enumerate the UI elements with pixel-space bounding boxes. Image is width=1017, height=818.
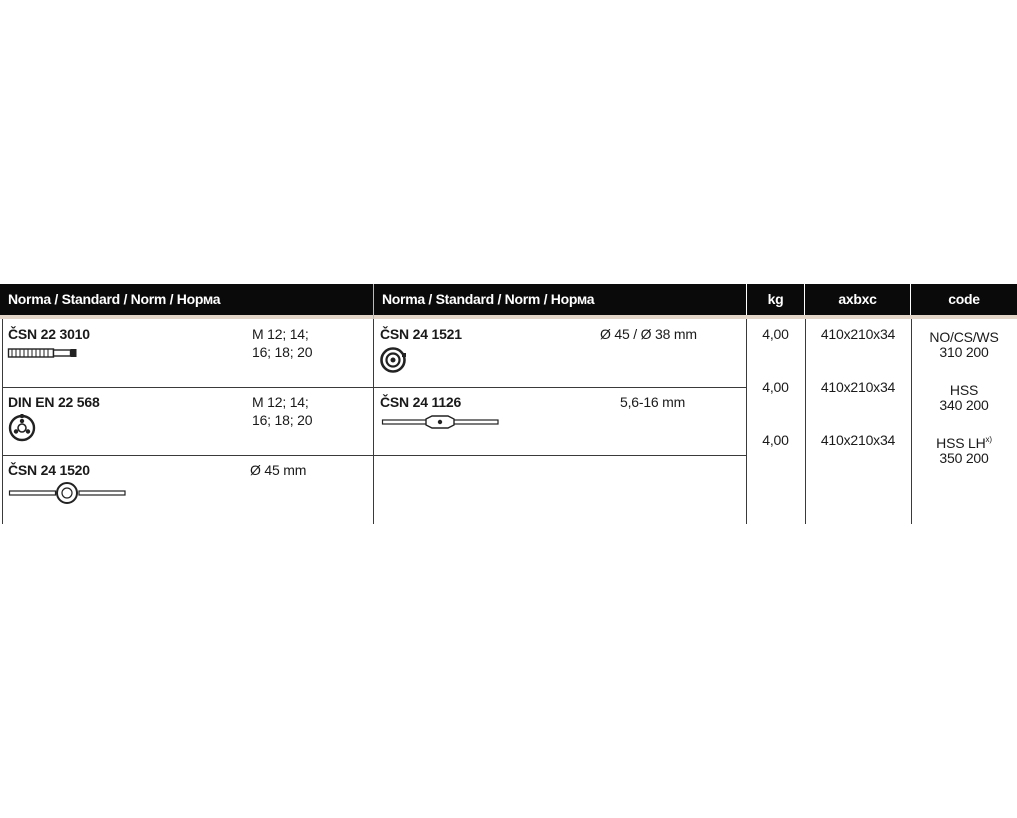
spec-text: 5,6-16 mm (620, 394, 686, 410)
header-norm-left: Norma / Standard / Norm / Норма (0, 284, 373, 315)
header-norm-mid: Norma / Standard / Norm / Норма (374, 284, 746, 315)
code-material: HSS (949, 382, 979, 398)
grid-line (2, 319, 3, 524)
spec-text: M 12; 14; (252, 394, 309, 410)
spec-text: 16; 18; 20 (252, 344, 313, 360)
spec-text: Ø 45 mm (250, 462, 307, 478)
norm-label: ČSN 22 3010 (8, 326, 90, 342)
die-icon (8, 414, 36, 442)
product-table (0, 284, 1017, 524)
dimensions-value: 410x210x34 (820, 379, 896, 395)
code-number: 340 200 (939, 397, 989, 413)
code-material: HSS LH$^{x)}$ (936, 435, 992, 451)
code-material: NO/CS/WS (929, 329, 999, 345)
header-dims: axbxc (805, 284, 910, 315)
spec-text: M 12; 14; (252, 326, 309, 342)
die-adapter-icon (380, 347, 408, 373)
grid-line (373, 319, 374, 524)
weight-value: 4,00 (762, 326, 789, 342)
spec-text: Ø 45 / Ø 38 mm (600, 326, 697, 342)
dimensions-value: 410x210x34 (820, 326, 896, 342)
tap-wrench-icon (382, 415, 500, 429)
grid-line (2, 387, 747, 388)
weight-value: 4,00 (762, 379, 789, 395)
code-number: 350 200 (939, 450, 989, 466)
norm-label: DIN EN 22 568 (8, 394, 100, 410)
header-underline (0, 315, 1017, 319)
norm-label: ČSN 24 1126 (380, 394, 462, 410)
tap-icon (8, 347, 78, 359)
grid-line (746, 319, 747, 524)
weight-value: 4,00 (762, 432, 789, 448)
norm-label: ČSN 24 1521 (380, 326, 462, 342)
spec-text: 16; 18; 20 (252, 412, 313, 428)
code-number: 310 200 (939, 344, 989, 360)
header-code: code (911, 284, 1017, 315)
grid-line (805, 319, 806, 524)
header-kg: kg (747, 284, 804, 315)
die-stock-icon (9, 482, 127, 504)
grid-line (2, 455, 747, 456)
norm-label: ČSN 24 1520 (8, 462, 90, 478)
dimensions-value: 410x210x34 (820, 432, 896, 448)
